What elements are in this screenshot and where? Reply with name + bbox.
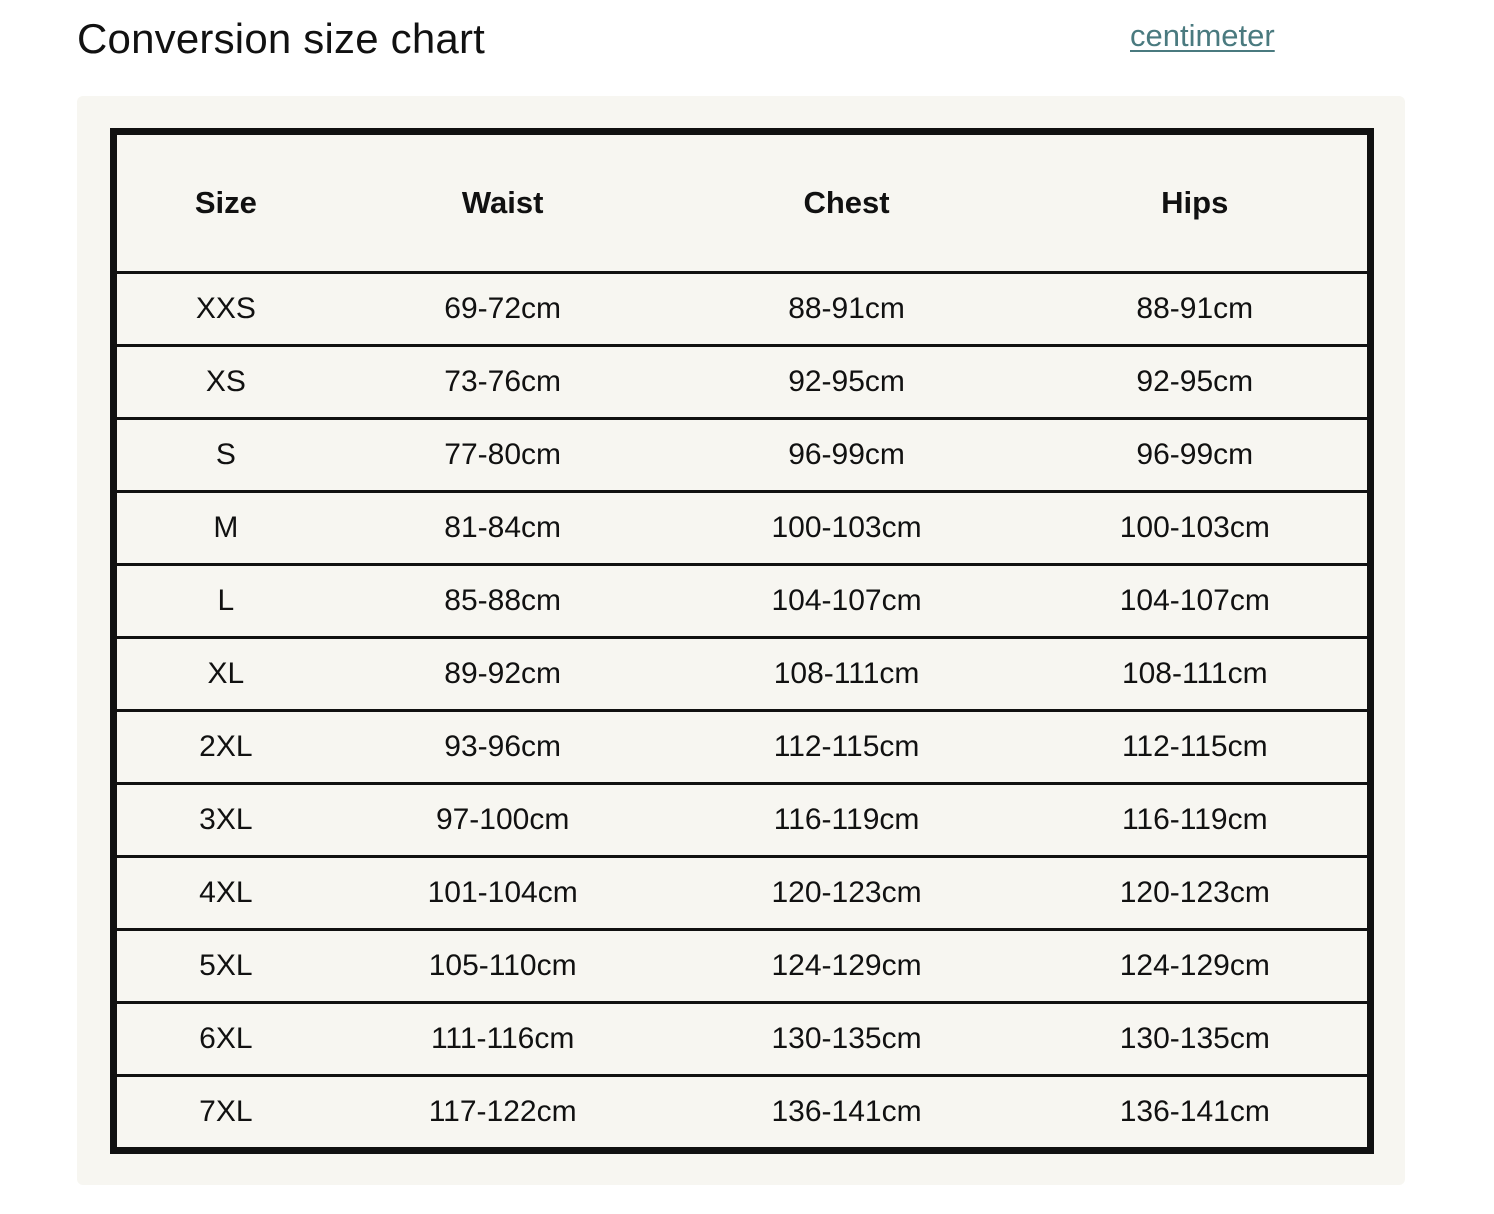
table-row [114,784,1371,857]
hips-cell: 96-99cm [1023,419,1371,492]
waist-cell: 105-110cm [335,930,671,1003]
column-header-waist: Waist [335,132,671,273]
waist-cell: 73-76cm [335,346,671,419]
table-row [114,857,1371,930]
waist-cell: 101-104cm [335,857,671,930]
table-row [114,565,1371,638]
waist-cell: 111-116cm [335,1003,671,1076]
hips-cell: 130-135cm [1023,1003,1371,1076]
hips-cell: 88-91cm [1023,273,1371,346]
chest-cell: 104-107cm [671,565,1023,638]
waist-cell: 117-122cm [335,1076,671,1151]
chest-cell: 100-103cm [671,492,1023,565]
chest-cell: 120-123cm [671,857,1023,930]
waist-cell: 81-84cm [335,492,671,565]
chest-cell: 124-129cm [671,930,1023,1003]
chest-cell: 130-135cm [671,1003,1023,1076]
size-cell: 3XL [114,784,335,857]
table-row [114,1003,1371,1076]
chest-cell: 92-95cm [671,346,1023,419]
unit-toggle-link[interactable]: centimeter [1130,18,1275,53]
size-cell: 6XL [114,1003,335,1076]
size-cell: 4XL [114,857,335,930]
hips-cell: 104-107cm [1023,565,1371,638]
waist-cell: 97-100cm [335,784,671,857]
table-row [114,1076,1371,1151]
size-cell: 2XL [114,711,335,784]
chest-cell: 112-115cm [671,711,1023,784]
chest-cell: 88-91cm [671,273,1023,346]
size-cell: M [114,492,335,565]
table-row [114,638,1371,711]
hips-cell: 108-111cm [1023,638,1371,711]
table-body [114,273,1371,1151]
column-header-size: Size [114,132,335,273]
table-row [114,346,1371,419]
hips-cell: 120-123cm [1023,857,1371,930]
size-cell: L [114,565,335,638]
table-row [114,930,1371,1003]
size-chart-panel [77,96,1405,1185]
waist-cell: 93-96cm [335,711,671,784]
chest-cell: 108-111cm [671,638,1023,711]
column-header-hips: Hips [1023,132,1371,273]
waist-cell: 85-88cm [335,565,671,638]
column-header-chest: Chest [671,132,1023,273]
hips-cell: 100-103cm [1023,492,1371,565]
size-cell: S [114,419,335,492]
size-cell: XXS [114,273,335,346]
hips-cell: 92-95cm [1023,346,1371,419]
table-row [114,419,1371,492]
chest-cell: 136-141cm [671,1076,1023,1151]
waist-cell: 89-92cm [335,638,671,711]
waist-cell: 77-80cm [335,419,671,492]
chest-cell: 96-99cm [671,419,1023,492]
table-row [114,711,1371,784]
size-cell: XL [114,638,335,711]
waist-cell: 69-72cm [335,273,671,346]
size-cell: 5XL [114,930,335,1003]
hips-cell: 116-119cm [1023,784,1371,857]
table-row [114,492,1371,565]
hips-cell: 136-141cm [1023,1076,1371,1151]
table-row [114,273,1371,346]
size-chart-table [110,128,1374,1154]
hips-cell: 112-115cm [1023,711,1371,784]
hips-cell: 124-129cm [1023,930,1371,1003]
size-cell: 7XL [114,1076,335,1151]
size-cell: XS [114,346,335,419]
page-title: Conversion size chart [77,15,486,62]
chest-cell: 116-119cm [671,784,1023,857]
table-header-row [114,132,1371,273]
